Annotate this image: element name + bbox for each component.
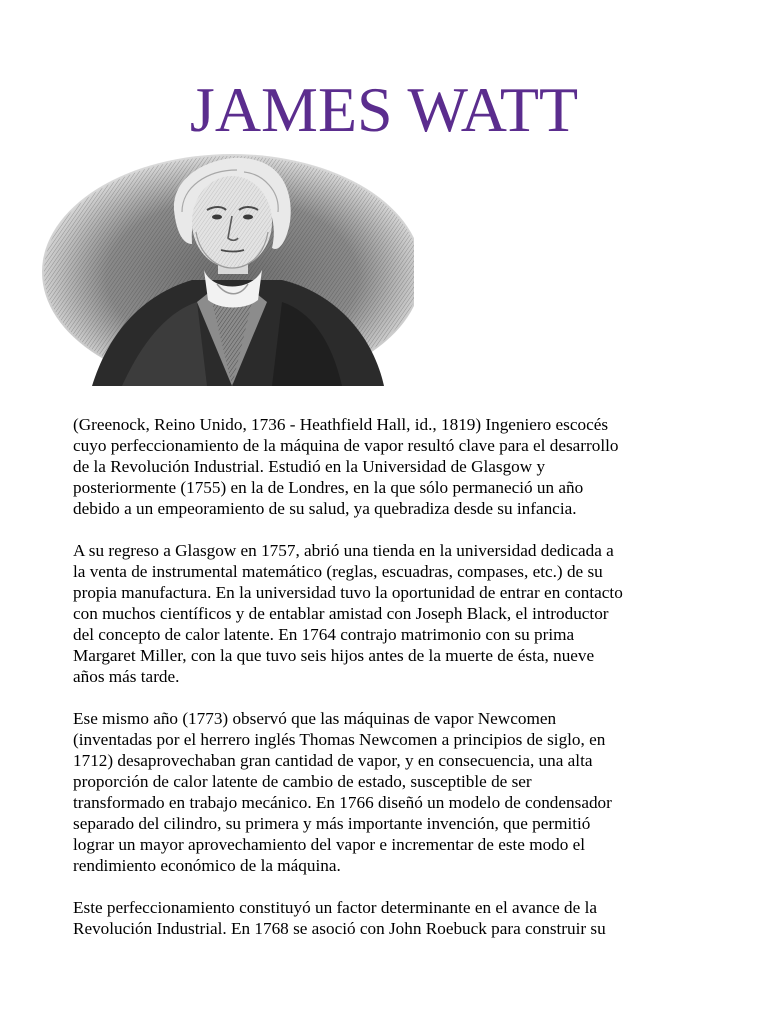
paragraph-4: Este perfeccionamiento constituyó un factor determinante en el avance de la Revolución Industrial. En 1768 se asoció con John Roebuck para construir su bbox=[73, 898, 606, 938]
page-title: JAMES WATT bbox=[189, 74, 579, 145]
biography-text bbox=[73, 414, 713, 960]
paragraph-2: A su regreso a Glasgow en 1757, abrió una tienda en la universidad dedicada a la venta de instrumental matemático (reglas, escuadras, compases, etc.) de su propia manufactura. En la universidad tuvo la oportunidad de entrar en contacto con muchos científicos y de entablar amistad con Joseph Black, el introductor del concepto de calor latente. En 1764 contrajo matrimonio con su prima Margaret Miller, con la que tuvo seis hijos antes de la muerte de ésta, nueve años más tarde. bbox=[73, 541, 623, 686]
paragraph-3: Ese mismo año (1773) observó que las máquinas de vapor Newcomen (inventadas por el herrero inglés Thomas Newcomen a principios de siglo, en 1712) desaprovechaban gran cantidad de vapor, y en consecuencia, una alta proporción de calor latente de cambio de estado, susceptible de ser transformado en trabajo mecánico. En 1766 diseñó un modelo de condensador separado del cilindro, su primera y más importante invención, que permitió lograr un mayor aprovechamiento del vapor e incrementar de este modo el rendimiento económico de la máquina. bbox=[73, 709, 612, 875]
paragraph-1: (Greenock, Reino Unido, 1736 - Heathfield Hall, id., 1819) Ingeniero escocés cuyo perfeccionamiento de la máquina de vapor resultó clave para el desarrollo de la Revolución Industrial. Estudió en la Universidad de Glasgow y posteriormente (1755) en la de Londres, en la que sólo permaneció un año debido a un empeoramiento de su salud, ya quebradiza desde su infancia. bbox=[73, 415, 619, 518]
portrait-image bbox=[32, 152, 414, 386]
